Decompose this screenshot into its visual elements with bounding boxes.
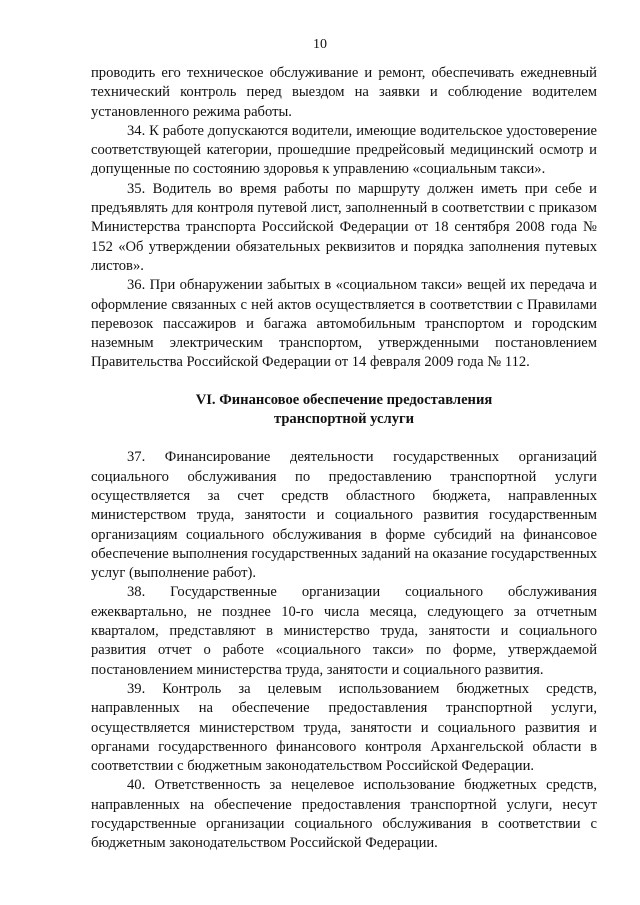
paragraph-36: 36. При обнаружении забытых в «социальном такси» вещей их передача и оформление связанных с ней актов осуществляется в соответствии с Правилами перевозок пассажиров и багажа автомобильным транспортом и городским наземным электрическим транспортом, утвержденными постановлением Правительства Российской Федерации от 14 февраля 2009 года № 112. [91,277,597,371]
paragraph-35: 35. Водитель во время работы по маршруту должен иметь при себе и предъявлять для контроля путевой лист, заполненный в соответствии с приказом Министерства транспорта Российской Федерации от 18 сентября 2008 года № 152 «Об утверждении обязательных реквизитов и порядка заполнения путевых листов». [91,180,597,274]
document-body [91,64,597,854]
paragraph-39: 39. Контроль за целевым использованием бюджетных средств, направленных на обеспечение предоставления транспортной услуги, осуществляется министерством труда, занятости и социального развития и органами государственного финансового контроля Архангельской области в соответствии с бюджетным законодательством Российской Федерации. [91,680,597,775]
paragraph-37: 37. Финансирование деятельности государственных организаций социального обслуживания по предоставлению транспортной услуги осуществляется за счет средств областного бюджета, направленных министерством труда, занятости и социального развития государственным организациям социального обслуживания в форме субсидий на финансовое обеспечение выполнения государственных заданий на оказание государственных услуг (выполнение работ). [91,449,597,582]
paragraph-38: 38. Государственные организации социального обслуживания ежеквартально, не позднее 10-го числа месяца, следующего за отчетным кварталом, представляют в министерство труда, занятости и социального развития отчет о работе «социального такси» по форме, утверждаемой постановлением министерства труда, занятости и социального развития. [91,584,597,678]
section-heading-line-2: транспортной услуги [273,411,415,428]
paragraph-40: 40. Ответственность за нецелевое использование бюджетных средств, направленных на обеспечение предоставления транспортной услуги, несут государственные организации социального обслуживания в соответствии с бюджетным законодательством Российской Федерации. [91,777,597,852]
paragraph-continued: проводить его техническое обслуживание и ремонт, обеспечивать ежедневный технический контроль перед выездом на заявки и соблюдение водителем установленного режима работы. [91,65,597,120]
section-heading-line-1: VI. Финансовое обеспечение предоставления [195,391,493,408]
section-heading [91,391,597,430]
page-number: 10 [313,37,327,52]
paragraph-34: 34. К работе допускаются водители, имеющие водительское удостоверение соответствующей категории, прошедшие предрейсовый медицинский осмотр и допущенные по состоянию здоровья к управлению «социальным такси». [91,122,597,178]
